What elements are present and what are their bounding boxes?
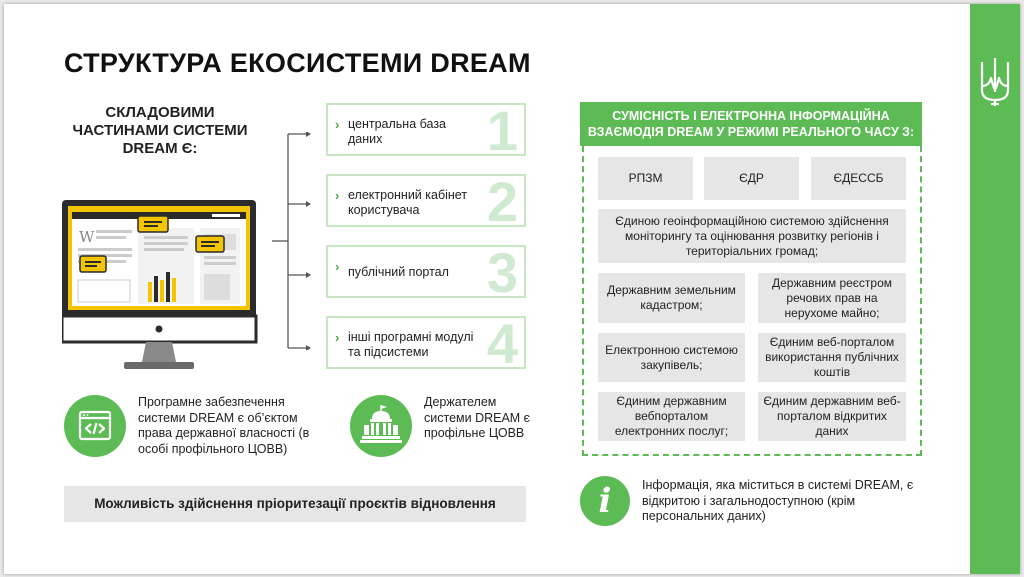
compatibility-header: СУМІСНІСТЬ І ЕЛЕКТРОННА ІНФОРМАЦІЙНА ВЗАЄМОДІЯ DREAM У РЕЖИМІ РЕАЛЬНОГО ЧАСУ З: <box>580 102 922 146</box>
components-title: СКЛАДОВИМИ ЧАСТИНАМИ СИСТЕМИ DREAM Є: <box>72 104 248 157</box>
register-public-funds-portal: Єдиним веб-порталом використання публічних коштів <box>758 333 906 382</box>
register-edessb: ЄДЕССБ <box>811 157 906 200</box>
component-item-1 <box>326 99 526 162</box>
chevron-right-icon: › <box>335 117 340 132</box>
component-label: центральна база даних <box>348 117 447 146</box>
component-label: інші програмні модулі та підсистеми <box>348 330 474 359</box>
slide <box>4 4 1020 574</box>
chevron-right-icon: › <box>335 259 340 274</box>
government-building-icon <box>350 395 412 457</box>
info-text: Інформація, яка міститься в системі DREAM, є відкритою і загальнодоступною (крім персональних даних) <box>642 478 914 523</box>
component-label: електронний кабінет користувача <box>348 188 468 217</box>
chevron-right-icon: › <box>335 330 340 345</box>
page-title: СТРУКТУРА ЕКОСИСТЕМИ DREAM <box>64 48 531 78</box>
component-number: 1 <box>486 99 518 162</box>
register-procurement-system: Електронною системою закупівель; <box>598 333 745 382</box>
register-e-services-portal: Єдиним державним вебпорталом електронних послуг; <box>598 392 745 441</box>
register-edr: ЄДР <box>704 157 799 200</box>
software-ownership-text: Програмне забезпечення системи DREAM є об’єктом права державної власності (в особі профільного ЦОВВ) <box>138 395 310 456</box>
component-item-2 <box>326 170 526 233</box>
register-geoinformation-system: Єдиною геоінформаційною системою здійснення моніторингу та оцінювання розвитку регіонів і територіальних громад; <box>598 209 906 263</box>
component-item-3 <box>326 241 526 304</box>
priority-banner: Можливість здійснення пріоритезації проєктів відновлення <box>64 486 526 522</box>
info-icon: i <box>580 476 630 526</box>
component-number: 3 <box>486 241 518 304</box>
svg-text:W: W <box>79 228 95 246</box>
register-rpzm: РПЗМ <box>598 157 693 200</box>
code-window-icon <box>64 395 126 457</box>
component-item-4 <box>326 312 526 375</box>
owner-text: Держателем системи DREAM є профільне ЦОВВ <box>424 395 531 440</box>
register-land-cadastre: Державним земельним кадастром; <box>598 273 745 323</box>
component-number: 4 <box>486 312 518 375</box>
component-number: 2 <box>486 170 518 233</box>
component-label: публічний портал <box>348 265 449 279</box>
chevron-right-icon: › <box>335 188 340 203</box>
trident-icon <box>977 56 1013 108</box>
monitor-illustration <box>62 200 258 375</box>
register-open-data-portal: Єдиним державним веб-порталом відкритих даних <box>758 392 906 441</box>
register-property-rights: Державним реєстром речових прав на нерухоме майно; <box>758 273 906 323</box>
components-bracket <box>272 132 312 350</box>
